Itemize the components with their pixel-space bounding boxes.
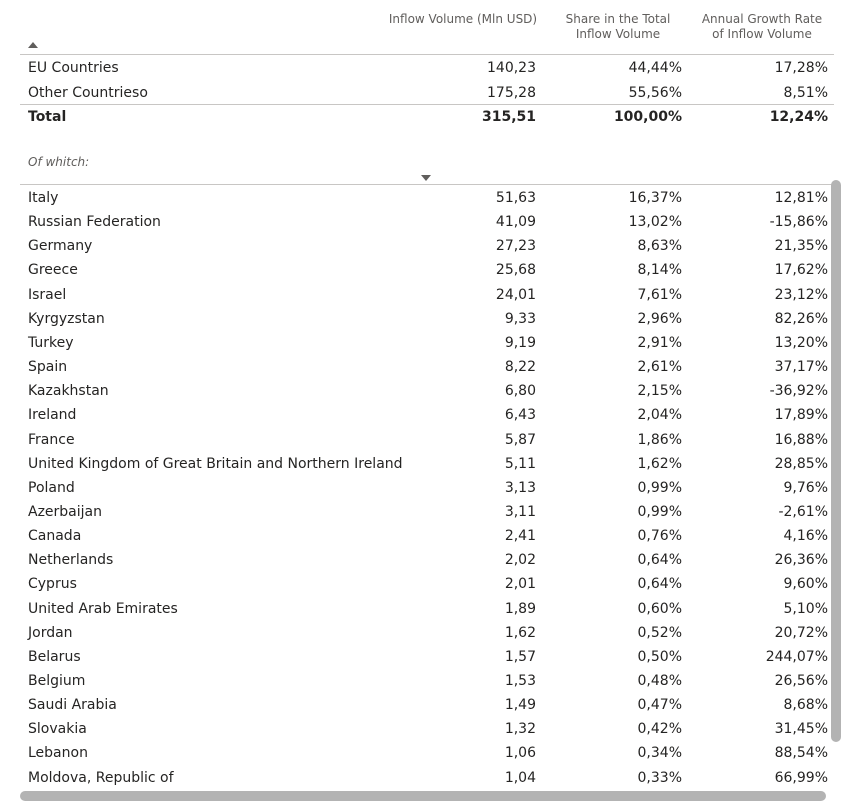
row-name: France xyxy=(28,431,75,448)
total-volume: 315,51 xyxy=(481,109,536,125)
row-growth: 5,10% xyxy=(783,600,828,617)
row-volume: 1,32 xyxy=(504,721,536,738)
row-name: Russian Federation xyxy=(28,214,161,231)
row-name: Saudi Arabia xyxy=(28,697,117,714)
row-growth: 16,88% xyxy=(774,431,828,448)
row-name: Greece xyxy=(28,262,78,279)
column-header-share-line2: Inflow Volume xyxy=(575,27,661,41)
row-name: Other Countrieso xyxy=(28,84,148,101)
sort-ascending-icon[interactable] xyxy=(28,42,38,48)
country-row xyxy=(20,741,834,765)
row-share: 2,04% xyxy=(637,407,682,424)
row-name: Slovakia xyxy=(28,721,87,738)
row-growth: 37,17% xyxy=(774,359,828,376)
country-row xyxy=(20,283,834,307)
row-volume: 5,11 xyxy=(504,455,536,472)
country-row xyxy=(20,186,834,210)
column-header-growth-line2: of Inflow Volume xyxy=(712,27,812,41)
row-volume: 1,57 xyxy=(504,648,536,665)
row-growth: 244,07% xyxy=(765,648,828,665)
row-growth: 82,26% xyxy=(774,310,828,327)
summary-row xyxy=(20,56,834,80)
country-row xyxy=(20,669,834,693)
row-name: EU Countries xyxy=(28,60,119,76)
country-row xyxy=(20,331,834,355)
row-growth: 26,56% xyxy=(774,673,828,689)
country-row xyxy=(20,258,834,282)
row-share: 0,76% xyxy=(637,528,682,545)
row-share: 0,52% xyxy=(637,624,682,641)
column-header-growth[interactable] xyxy=(692,12,832,42)
row-name: Ireland xyxy=(28,407,77,424)
row-volume: 6,80 xyxy=(504,383,536,400)
row-volume: 5,87 xyxy=(504,431,536,448)
row-name: Turkey xyxy=(28,334,74,351)
column-header-inflow-volume-label: Inflow Volume (Mln USD) xyxy=(388,12,538,26)
row-share: 7,61% xyxy=(637,286,682,303)
row-volume: 1,06 xyxy=(504,745,536,762)
row-volume: 2,01 xyxy=(504,576,536,593)
row-volume: 2,02 xyxy=(504,552,536,569)
row-volume: 140,23 xyxy=(487,60,536,76)
row-growth: 9,60% xyxy=(783,576,828,593)
country-row xyxy=(20,597,834,621)
country-row xyxy=(20,621,834,645)
row-volume: 51,63 xyxy=(495,190,536,206)
row-growth: 17,28% xyxy=(774,60,828,76)
row-growth: 13,20% xyxy=(774,334,828,351)
row-share: 1,86% xyxy=(637,431,682,448)
row-name: United Arab Emirates xyxy=(28,600,178,617)
subtable-divider xyxy=(20,184,834,185)
country-row xyxy=(20,572,834,596)
country-row xyxy=(20,645,834,669)
row-share: 13,02% xyxy=(628,214,682,231)
row-growth: 9,76% xyxy=(783,479,828,496)
row-growth: 17,89% xyxy=(774,407,828,424)
row-share: 2,91% xyxy=(637,334,682,351)
row-share: 0,99% xyxy=(637,503,682,520)
country-row xyxy=(20,428,834,452)
row-name: Belgium xyxy=(28,673,86,689)
row-volume: 1,53 xyxy=(504,673,536,689)
row-growth: -2,61% xyxy=(778,503,828,520)
total-row xyxy=(20,105,834,129)
row-share: 1,62% xyxy=(637,455,682,472)
row-name: Cyprus xyxy=(28,576,77,593)
row-share: 0,50% xyxy=(637,648,682,665)
column-header-inflow-volume[interactable] xyxy=(384,12,542,27)
row-name: Germany xyxy=(28,238,93,255)
country-row xyxy=(20,524,834,548)
row-growth: 17,62% xyxy=(774,262,828,279)
row-name: Netherlands xyxy=(28,552,114,569)
row-growth: -36,92% xyxy=(769,383,828,400)
row-share: 0,99% xyxy=(637,479,682,496)
row-growth: 23,12% xyxy=(774,286,828,303)
row-growth: 31,45% xyxy=(774,721,828,738)
row-growth: 28,85% xyxy=(774,455,828,472)
row-growth: 8,68% xyxy=(783,697,828,714)
country-row xyxy=(20,500,834,524)
row-growth: 4,16% xyxy=(783,528,828,545)
row-volume: 1,04 xyxy=(504,769,536,786)
row-volume: 9,33 xyxy=(504,310,536,327)
row-volume: 8,22 xyxy=(504,359,536,376)
row-growth: 8,51% xyxy=(783,84,828,101)
row-volume: 1,49 xyxy=(504,697,536,714)
row-volume: 3,13 xyxy=(504,479,536,496)
row-name: Belarus xyxy=(28,648,81,665)
row-volume: 24,01 xyxy=(495,286,536,303)
row-name: Poland xyxy=(28,479,75,496)
country-row xyxy=(20,766,834,790)
total-growth: 12,24% xyxy=(769,109,828,125)
vertical-scrollbar[interactable] xyxy=(831,180,841,742)
row-name: Lebanon xyxy=(28,745,88,762)
row-share: 16,37% xyxy=(628,190,682,206)
country-row xyxy=(20,403,834,427)
row-growth: 88,54% xyxy=(774,745,828,762)
row-share: 55,56% xyxy=(628,84,682,101)
row-share: 8,14% xyxy=(637,262,682,279)
row-volume: 3,11 xyxy=(504,503,536,520)
row-name: United Kingdom of Great Britain and Northern Ireland xyxy=(28,455,403,472)
row-name: Italy xyxy=(28,190,59,206)
row-share: 2,61% xyxy=(637,359,682,376)
row-share: 0,33% xyxy=(637,769,682,786)
row-name: Spain xyxy=(28,359,68,376)
row-volume: 25,68 xyxy=(495,262,536,279)
row-share: 0,47% xyxy=(637,697,682,714)
country-table-body[interactable] xyxy=(0,186,844,792)
row-volume: 6,43 xyxy=(504,407,536,424)
row-name: Canada xyxy=(28,528,82,545)
subtable-label: Of whitch: xyxy=(28,155,90,169)
country-row xyxy=(20,452,834,476)
total-label: Total xyxy=(28,109,67,125)
row-name: Kyrgyzstan xyxy=(28,310,105,327)
row-share: 0,64% xyxy=(637,576,682,593)
row-name: Jordan xyxy=(28,624,73,641)
summary-row xyxy=(20,81,834,105)
country-row xyxy=(20,307,834,331)
row-volume: 41,09 xyxy=(495,214,536,231)
sort-descending-icon[interactable] xyxy=(421,175,431,181)
column-header-growth-line1: Annual Growth Rate xyxy=(701,12,823,26)
summary-table-header xyxy=(0,0,844,56)
row-growth: 21,35% xyxy=(774,238,828,255)
column-header-share[interactable] xyxy=(548,12,688,42)
country-row xyxy=(20,234,834,258)
row-name: Moldova, Republic of xyxy=(28,769,174,786)
row-volume: 9,19 xyxy=(504,334,536,351)
horizontal-scrollbar[interactable] xyxy=(20,791,826,801)
header-divider xyxy=(20,54,834,55)
row-growth: 26,36% xyxy=(774,552,828,569)
country-row xyxy=(20,355,834,379)
row-share: 0,48% xyxy=(637,673,682,689)
country-row xyxy=(20,693,834,717)
row-share: 44,44% xyxy=(628,60,682,76)
row-growth: 20,72% xyxy=(774,624,828,641)
row-volume: 2,41 xyxy=(504,528,536,545)
country-row xyxy=(20,476,834,500)
row-growth: -15,86% xyxy=(769,214,828,231)
country-row xyxy=(20,210,834,234)
country-row xyxy=(20,717,834,741)
row-share: 0,42% xyxy=(637,721,682,738)
row-share: 2,96% xyxy=(637,310,682,327)
country-row xyxy=(20,379,834,403)
row-share: 0,64% xyxy=(637,552,682,569)
row-name: Kazakhstan xyxy=(28,383,109,400)
row-name: Azerbaijan xyxy=(28,503,102,520)
row-share: 0,34% xyxy=(637,745,682,762)
column-header-share-line1: Share in the Total xyxy=(565,12,671,26)
total-share: 100,00% xyxy=(613,109,682,125)
row-share: 0,60% xyxy=(637,600,682,617)
country-row xyxy=(20,548,834,572)
row-volume: 175,28 xyxy=(487,84,536,101)
row-share: 2,15% xyxy=(637,383,682,400)
row-volume: 1,89 xyxy=(504,600,536,617)
row-volume: 1,62 xyxy=(504,624,536,641)
row-growth: 66,99% xyxy=(774,769,828,786)
row-growth: 12,81% xyxy=(774,190,828,206)
row-name: Israel xyxy=(28,286,67,303)
row-share: 8,63% xyxy=(637,238,682,255)
row-volume: 27,23 xyxy=(495,238,536,255)
